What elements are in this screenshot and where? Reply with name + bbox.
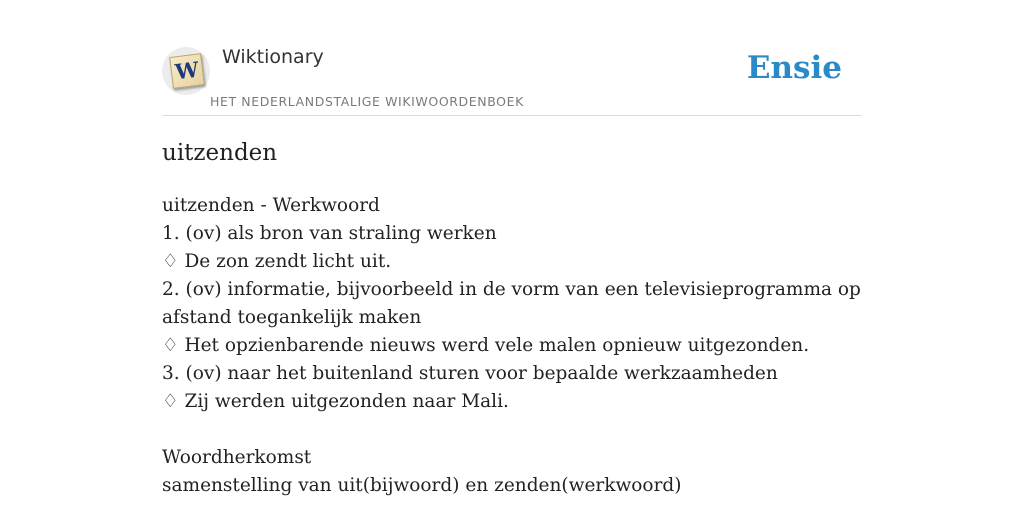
example-3: ♢ Zij werden uitgezonden naar Mali. bbox=[162, 391, 509, 412]
site-logo[interactable] bbox=[162, 47, 210, 95]
header-divider bbox=[162, 115, 862, 116]
etymology-text: samenstelling van uit(bijwoord) en zenden(werkwoord) bbox=[162, 475, 682, 496]
etymology-label: Woordherkomst bbox=[162, 447, 312, 468]
definition-1: 1. (ov) als bron van straling werken bbox=[162, 223, 497, 244]
definition-2: 2. (ov) informatie, bijvoorbeeld in de vorm van een televisieprogramma op afstand toegankelijk maken bbox=[162, 279, 861, 328]
wiktionary-logo-icon bbox=[169, 53, 205, 89]
example-2: ♢ Het opzienbarende nieuws werd vele malen opnieuw uitgezonden. bbox=[162, 335, 810, 356]
ensie-brand-logo[interactable]: Ensie bbox=[746, 50, 842, 86]
example-1: ♢ De zon zendt licht uit. bbox=[162, 251, 392, 272]
page-title: uitzenden bbox=[162, 140, 278, 166]
entry-heading: uitzenden - Werkwoord bbox=[162, 195, 380, 216]
spacer bbox=[162, 416, 862, 444]
definition-3: 3. (ov) naar het buitenland sturen voor bepaalde werkzaamheden bbox=[162, 363, 778, 384]
logo-letter: W bbox=[173, 56, 201, 85]
site-tagline: HET NEDERLANDSTALIGE WIKIWOORDENBOEK bbox=[210, 94, 524, 109]
site-name[interactable]: Wiktionary bbox=[222, 46, 324, 68]
entry-content bbox=[162, 192, 862, 500]
